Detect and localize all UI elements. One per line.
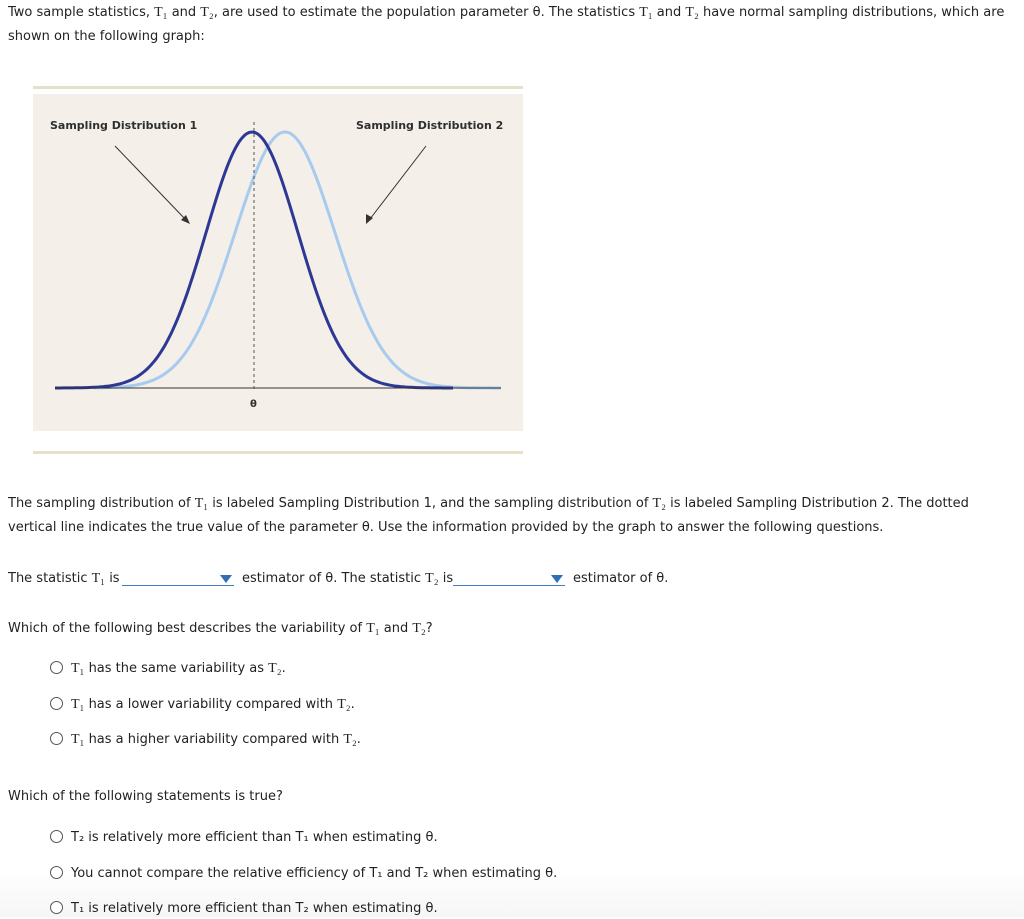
t1-symbol: T₁: [71, 661, 85, 676]
t2-symbol: T₂: [425, 571, 439, 586]
variability-option-higher[interactable]: [50, 730, 361, 750]
intro-text-part: and: [652, 5, 686, 20]
option-text: .: [350, 697, 355, 712]
option-text: .: [356, 732, 361, 747]
sampling-distribution-graph: [33, 94, 523, 431]
radio-button[interactable]: [50, 866, 63, 879]
efficiency-option-cannot-compare[interactable]: [50, 864, 557, 884]
radio-button[interactable]: [50, 732, 63, 745]
variability-option-lower[interactable]: [50, 695, 355, 715]
option-text: has a lower variability compared with: [84, 697, 338, 712]
intro-text: [8, 1, 1008, 49]
intro-text-part: Two sample statistics,: [8, 5, 155, 20]
t2-symbol: T₂: [652, 496, 666, 511]
intro-text-part: have normal sampling distributions, which are shown on the following graph:: [8, 5, 1005, 44]
option-text: has a higher variability compared with: [84, 732, 344, 747]
fill-in-middle: [242, 567, 453, 591]
t2-symbol: T₂: [685, 5, 699, 20]
arrowhead-icon: [366, 214, 373, 224]
description-part: is labeled Sampling Distribution 2. The dotted vertical line indicates the true value of the parameter θ. Use the information provided by the graph to answer the following questions.: [8, 496, 969, 535]
radio-button[interactable]: [50, 901, 63, 914]
intro-text-part: , are used to estimate the population parameter θ. The statistics: [213, 5, 640, 20]
radio-button[interactable]: [50, 830, 63, 843]
t2-symbol: T₂: [343, 732, 357, 747]
question-text: and: [379, 621, 413, 636]
option-text: T₂ is relatively more efficient than T₁ when estimating θ.: [71, 830, 438, 845]
fill-in-text: is: [105, 571, 120, 586]
fill-in-text: The statistic: [8, 571, 92, 586]
sampling-distribution-2-label: Sampling Distribution 2: [356, 119, 504, 132]
efficiency-question: Which of the following statements is true?: [8, 789, 283, 804]
t2-symbol: T₂: [268, 661, 282, 676]
option-text: has the same variability as: [84, 661, 269, 676]
description-part: The sampling distribution of: [8, 496, 195, 511]
t1-symbol: T₁: [194, 496, 209, 511]
theta-axis-label: θ: [250, 399, 257, 410]
chevron-down-icon: [551, 575, 563, 583]
t1-symbol: T₁: [154, 5, 168, 20]
t2-estimator-dropdown[interactable]: [453, 567, 565, 586]
question-text: Which of the following best describes the variability of: [8, 621, 367, 636]
t1-estimator-dropdown[interactable]: [122, 567, 234, 586]
intro-text-part: and: [167, 5, 201, 20]
t1-symbol: T₁: [71, 697, 85, 712]
t1-symbol: T₁: [91, 571, 106, 586]
fill-in-suffix: estimator of θ.: [573, 571, 669, 586]
efficiency-option-t2-more[interactable]: [50, 828, 438, 848]
option-text: .: [281, 661, 286, 676]
sampling-distribution-1-label: Sampling Distribution 1: [50, 119, 198, 132]
arrow-to-distribution-2: [370, 146, 426, 219]
t2-symbol: T₂: [412, 621, 426, 636]
chevron-down-icon: [220, 575, 232, 583]
option-text: You cannot compare the relative efficiency of T₁ and T₂ when estimating θ.: [71, 866, 558, 881]
description-text: [8, 492, 1008, 540]
t2-symbol: T₂: [337, 697, 351, 712]
figure-top-rule: [33, 86, 523, 89]
variability-question: [8, 617, 433, 641]
option-text: T₁ is relatively more efficient than T₂ when estimating θ.: [71, 901, 438, 916]
graph-svg: [33, 94, 523, 431]
t2-symbol: T₂: [200, 5, 214, 20]
description-part: is labeled Sampling Distribution 1, and the sampling distribution of: [208, 496, 653, 511]
t1-symbol: T₁: [366, 621, 380, 636]
fill-in-text: is: [438, 571, 454, 586]
fill-in-text: estimator of θ. The statistic: [242, 571, 426, 586]
radio-button[interactable]: [50, 661, 63, 674]
sampling-distribution-2-curve: [93, 132, 501, 388]
variability-option-same[interactable]: [50, 659, 286, 679]
radio-button[interactable]: [50, 697, 63, 710]
efficiency-option-t1-more[interactable]: [50, 899, 438, 919]
fill-in-prefix: [8, 567, 120, 591]
question-text: ?: [425, 621, 433, 636]
figure-bottom-rule: [33, 451, 523, 454]
t1-symbol: T₁: [71, 732, 85, 747]
arrow-to-distribution-1: [115, 146, 186, 220]
t1-symbol: T₁: [639, 5, 653, 20]
